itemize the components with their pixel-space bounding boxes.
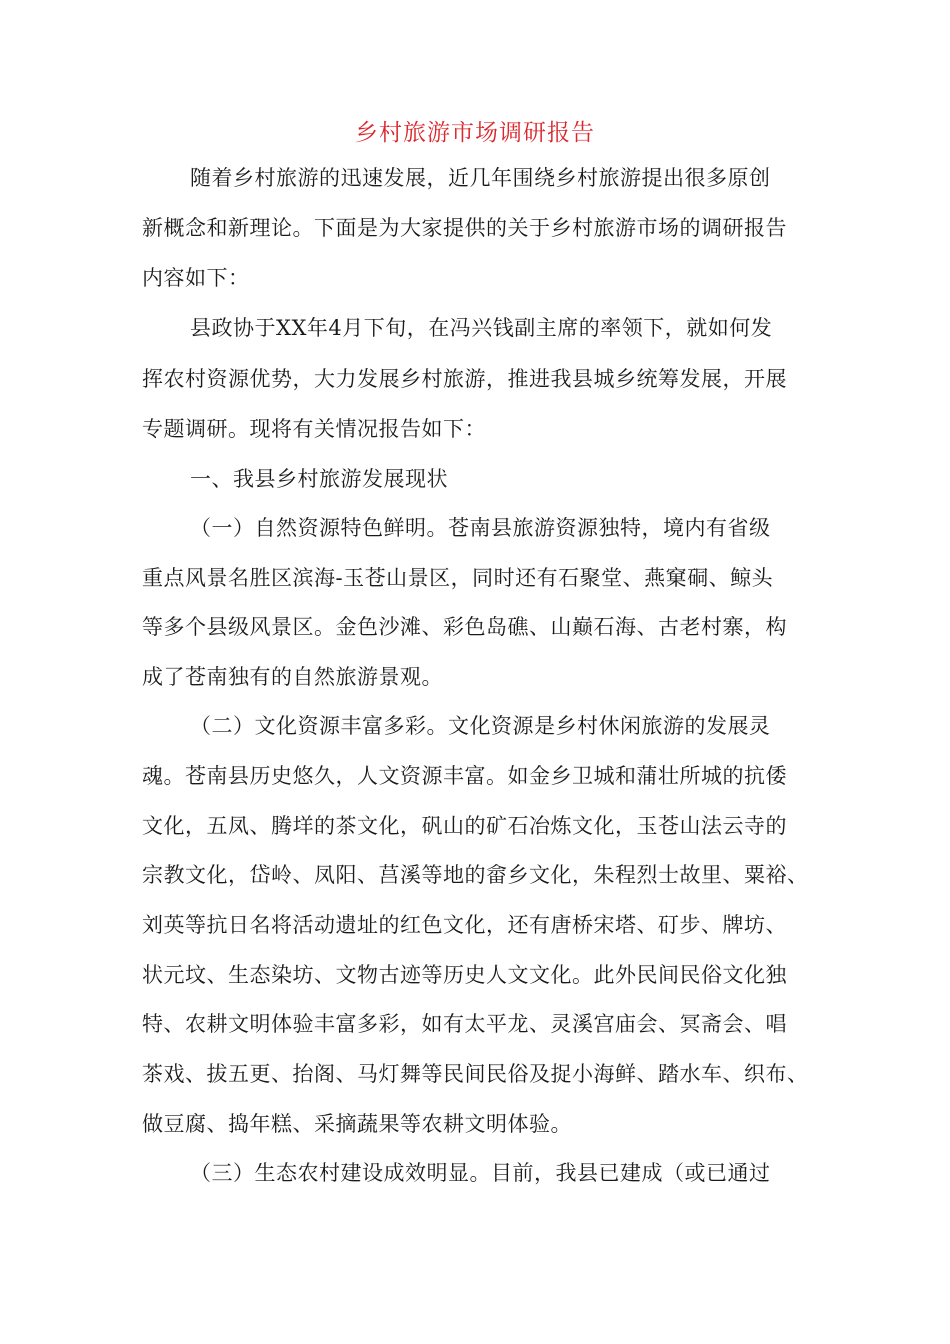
text-line: 随着乡村旅游的迅速发展，近几年围绕乡村旅游提出很多原创 — [190, 166, 771, 190]
text-line: 魂。苍南县历史悠久，人文资源丰富。如金乡卫城和蒲壮所城的抗倭 — [142, 764, 787, 788]
text-line: 等多个县级风景区。金色沙滩、彩色岛礁、山巅石海、古老村寨，构 — [142, 615, 787, 639]
text-line: 刘英等抗日名将活动遗址的红色文化，还有唐桥宋塔、矴步、牌坊、 — [142, 913, 787, 937]
text-line: 宗教文化，岱岭、凤阳、莒溪等地的畲乡文化，朱程烈士故里、粟裕、 — [142, 863, 809, 887]
document-title: 乡村旅游市场调研报告 — [355, 120, 595, 146]
text-line: 新概念和新理论。下面是为大家提供的关于乡村旅游市场的调研报告 — [142, 216, 787, 240]
text-line: 县政协于XX年4月下旬，在冯兴钱副主席的率领下，就如何发 — [190, 316, 773, 340]
text-line: （二）文化资源丰富多彩。文化资源是乡村休闲旅游的发展灵 — [190, 714, 771, 738]
text-line: （三）生态农村建设成效明显。目前，我县已建成（或已通过 — [190, 1161, 771, 1185]
section-heading: 一、我县乡村旅游发展现状 — [190, 467, 448, 491]
text-line: 文化，五凤、腾垟的茶文化，矾山的矿石冶炼文化，玉苍山法云寺的 — [142, 814, 787, 838]
text-line: 特、农耕文明体验丰富多彩，如有太平龙、灵溪宫庙会、冥斋会、唱 — [142, 1012, 787, 1036]
text-line: （一）自然资源特色鲜明。苍南县旅游资源独特，境内有省级 — [190, 516, 771, 540]
text-line: 内容如下： — [142, 266, 250, 290]
text-line: 状元坟、生态染坊、文物古迹等历史人文文化。此外民间民俗文化独 — [142, 963, 787, 987]
text-line: 专题调研。现将有关情况报告如下： — [142, 417, 486, 441]
text-line: 做豆腐、捣年糕、采摘蔬果等农耕文明体验。 — [142, 1112, 572, 1136]
text-line: 成了苍南独有的自然旅游景观。 — [142, 665, 443, 689]
text-line: 茶戏、拔五更、抬阁、马灯舞等民间民俗及捉小海鲜、踏水车、织布、 — [142, 1062, 809, 1086]
text-line: 挥农村资源优势，大力发展乡村旅游，推进我县城乡统筹发展，开展 — [142, 367, 787, 391]
text-line: 重点风景名胜区滨海-玉苍山景区，同时还有石聚堂、燕窠硐、鲸头 — [142, 566, 774, 590]
